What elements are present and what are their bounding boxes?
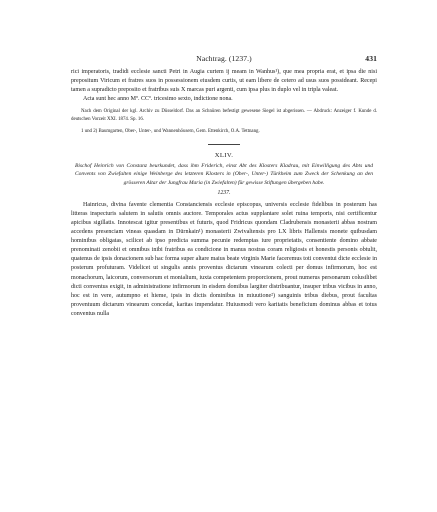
footnote-1-2: 1 und 2) Baumgarten, Ober-, Unter-, und Wannenhöusern, Gem. Ettenkirch, O.A. Tettnang. xyxy=(81,128,260,134)
document-year: 1237. xyxy=(217,189,231,196)
document-number: XLIV. xyxy=(214,152,234,160)
source-note: Nach dem Original der kgl. Archiv zu Düsseldorf. Das an Schnüren befestigt gewesene Siegel ist abgerissen. — Abdruck: Anzeiger f. Kunde d. deutschen Vorzeit XXI. 1874. Sp. 16. xyxy=(71,109,377,122)
running-title: Nachtrag. (1237.) xyxy=(196,54,252,63)
document-regest: Bischof Heinrich von Constanz beurkundet, dass ihm Friderich, einst Abt des Klosters Kladrau, mit Einwilligung des Abts und Convents von Zwiefalten einige Weinberge des letzteren Klosters in (Ober-, Unter-) Türkheim zum Zweck der Schenkung an den grösseren Altar der Jungfrau Maria (in Zwiefalten) für gewisse Stiftungen übergeben habe. xyxy=(75,163,373,186)
page-number: 431 xyxy=(365,54,377,63)
document-page xyxy=(71,54,377,494)
document-body: Hainricus, divina favente clementia Constanciensis ecclesie episcopus, universis ecclesie fidelibus in posterum has litteras inspecturis salutem in salutis omnis auctore. Temporales actus supplantare solet ruina temporis, nisi certificentur apicibus sigillatis. Innotescat igitur presentibus et futuris, quod Fridricus quondam Cladrubensis monasterii abbas nostram accedens presenciam vineas quasdam in Dürnkain¹) monasterii Zwivaltensis pro LX libris Hallensis monete quibusdam hominibus obligatas, scilicet ab ipso predicta summa pecunie redemptas iure proprietatis, consentiente domino abbate prenominati zenobii et omnibus inibi fratribus ea condicione in manus nostras coram religiosis et honestis personis obtulit, quatenus de ipsis donacionem sub hac forma super altare maius beate virginis Marie faceremus toti conventui dicte ecclesie in posterum profuturam. Videlicet ut singulis annis proventus dictarum vinearum colecti per domus infirmorum, hoc est monachorum, laicorum, conversorum et monialium, iuxta competentem proporcionem, prout numerus personarum colusilibet dicti conventus exigit, in administratione infirmorum in eisdem domibus largiter distribuantur, insuper tribus vicibus in anno, hoc est in vere, autumpno et hieme, ipsis in dictis dominibus in miuutione²) sanguinis tribus diebus, prout facultas proventuum dictarum vinearum concedat, karitas impendatur. Huiusmodi vero karitatis beneficium dominus abbas et totus conventus nulla xyxy=(71,201,377,317)
section-divider xyxy=(208,144,240,145)
page-header xyxy=(71,54,377,68)
closing-line: Acta sunt hec anno Mº. CCº. tricesimo sexto, indictione nona. xyxy=(83,96,233,103)
continuation-paragraph: rici imperatoris, tradidi ecclesie sancti Petri in Augia curtem ij meam in Wanhus¹), que mea propria erat, et ipsa die nisi prepositum Viricum et fratres suos in possessionem eiusdem curtis, ut eam libere de cetero ad usus suos possideant. Recepi tamen a supradicto preposito et fratribus suis X marcas puri argenti, cum ipsa plus in duplo vel in tripla valeat. xyxy=(71,69,377,94)
